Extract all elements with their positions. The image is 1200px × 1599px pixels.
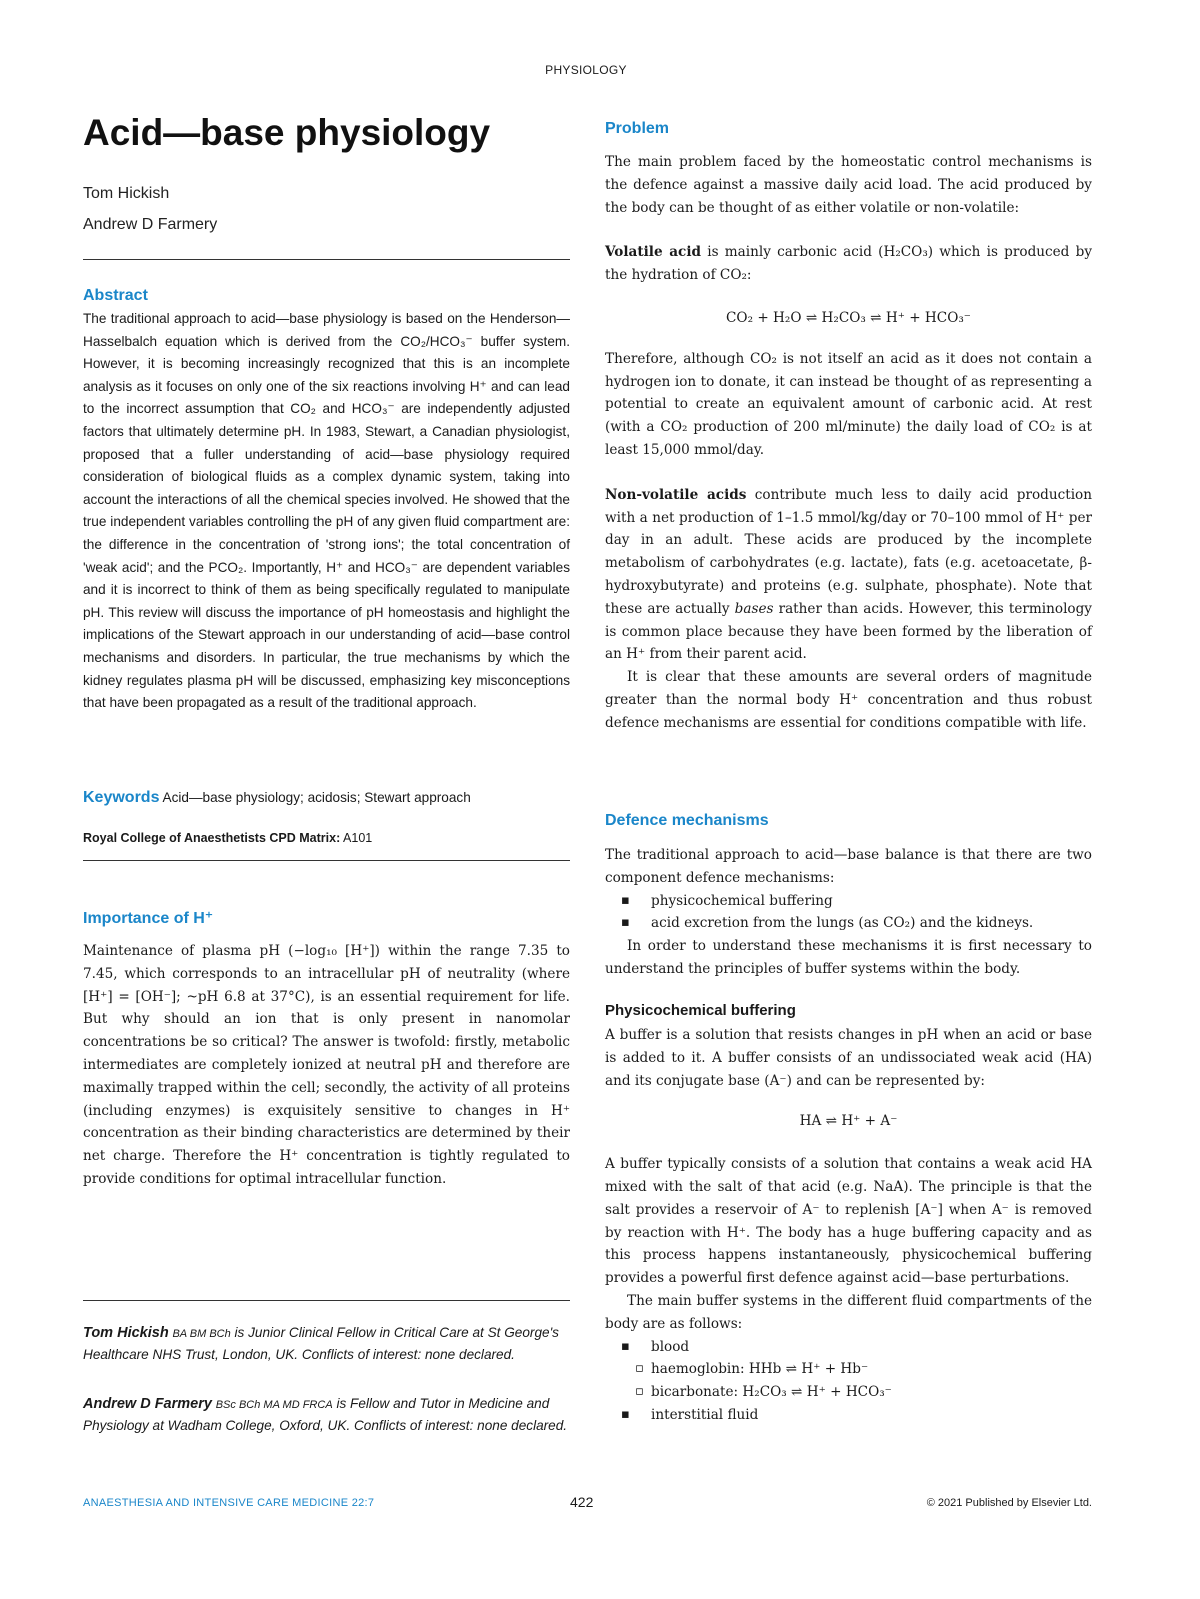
- nonvolatile-text-a: contribute much less to daily acid production with a net production of 1–1.5 mmol/kg/day or 70–100 mmol of H⁺ per day in an adult. These acids are produced by the incomplete metabolism of carbohydrates (e.g. lactate), fats (e.g. acetoacetate, β-hydroxybutyrate) and proteins (e.g. sulphate, phosphate). Note that these are actually: [605, 486, 1092, 617]
- problem-p3: It is clear that these amounts are several orders of magnitude greater than the normal body H⁺ concentration and thus robust defence mechanisms are essential for conditions compatible with life.: [605, 669, 1092, 731]
- keywords-text: Acid—base physiology; acidosis; Stewart approach: [162, 790, 471, 805]
- list-item: ▪ acid excretion from the lungs (as CO₂) and the kidneys.: [605, 912, 1092, 935]
- author-1: Tom Hickish: [83, 185, 170, 202]
- divider: [83, 860, 570, 861]
- footer-copyright: © 2021 Published by Elsevier Ltd.: [926, 1497, 1092, 1509]
- bases-word: bases: [734, 600, 774, 617]
- volatile-text: is mainly carbonic acid (H₂CO₃) which is produced by the hydration of CO₂:: [605, 244, 1092, 284]
- problem-heading: Problem: [605, 120, 670, 137]
- defence-heading: Defence mechanisms: [605, 812, 769, 829]
- bio-quals: BSc BCh MA MD FRCA: [215, 1399, 333, 1411]
- list-item: ▫ haemoglobin: HHb ⇌ H⁺ + Hb⁻: [605, 1358, 1092, 1381]
- keywords-line: [83, 789, 570, 807]
- keywords-label: Keywords: [83, 789, 160, 806]
- footer-journal: ANAESTHESIA AND INTENSIVE CARE MEDICINE 22:7: [83, 1497, 375, 1509]
- cpd-line: [83, 831, 570, 845]
- nonvolatile-paragraph: [605, 484, 1092, 666]
- cpd-label: Royal College of Anaesthetists CPD Matrix:: [83, 831, 341, 845]
- list-item: ▪ blood: [605, 1336, 1092, 1359]
- abstract-text: The traditional approach to acid—base physiology is based on the Henderson—Hasselbalch equation which is derived from the CO₂/HCO₃⁻ buffer system. However, it is becoming increasingly recognized that this is an incomplete analysis as it focuses on only one of the six reactions involving H⁺ and can lead to the incorrect assumption that CO₂ and HCO₃⁻ are independently adjusted factors that ultimately determine pH. In 1983, Stewart, a Canadian physiologist, proposed that a fuller understanding of acid—base physiology required consideration of biological fluids as a complex dynamic system, taking into account the interactions of all the chemical species involved. He showed that the true independent variables controlling the pH of any given fluid compartment are: the difference in the concentration of 'strong ions'; the total concentration of 'weak acid'; and the PCO₂. Importantly, H⁺ and HCO₃⁻ are dependent variables and it is incorrect to think of them as being specifically regulated to manipulate pH. This review will discuss the importance of pH homeostasis and highlight the implications of the Stewart approach in our understanding of acid—base control mechanisms and disorders. In particular, the true mechanisms by which the kidney regulates plasma pH will be discussed, emphasizing key misconceptions that have been propagated as a result of the traditional approach.: [83, 311, 570, 711]
- equation-buffer: HA ⇌ H⁺ + A⁻: [799, 1113, 898, 1130]
- author-2: Andrew D Farmery: [83, 216, 218, 233]
- list-item: ▪ physicochemical buffering: [605, 890, 1092, 913]
- page-number: 422: [570, 1494, 594, 1510]
- bio-name: Tom Hickish: [83, 1325, 169, 1341]
- equation-carbonic: CO₂ + H₂O ⇌ H₂CO₃ ⇌ H⁺ + HCO₃⁻: [726, 309, 971, 326]
- list-item: ▪ interstitial fluid: [605, 1404, 1092, 1427]
- buffering-p1: A buffer is a solution that resists changes in pH when an acid or base is added to it. A buffer consists of an undissociated weak acid (HA) and its conjugate base (A⁻) and can be represented by:: [605, 1027, 1092, 1089]
- divider: [83, 1300, 570, 1301]
- buffering-heading: Physicochemical buffering: [605, 1002, 796, 1019]
- bio-text: is Fellow and Tutor in Medicine and Physiology at Wadham College, Oxford, UK. Conflicts of interest: none declared.: [83, 1396, 568, 1433]
- buffering-p3: The main buffer systems in the different fluid compartments of the body are as follows:: [605, 1292, 1092, 1332]
- buffer-list-2: [605, 1404, 1092, 1427]
- defence-after: In order to understand these mechanisms it is first necessary to understand the principles of buffer systems within the body.: [605, 938, 1092, 977]
- volatile-paragraph: [605, 241, 1092, 287]
- defence-list: [605, 890, 1092, 936]
- divider: [83, 259, 570, 260]
- importance-heading: Importance of H⁺: [83, 910, 214, 927]
- article-title: Acid—base physiology: [83, 112, 491, 153]
- author-bio-1: [83, 1323, 570, 1365]
- bio-text: is Junior Clinical Fellow in Critical Care at St George's Healthcare NHS Trust, London, UK. Conflicts of interest: none declared.: [83, 1325, 559, 1362]
- cpd-value: A101: [343, 831, 373, 845]
- author-bio-2: [83, 1394, 570, 1436]
- buffering-p2: A buffer typically consists of a solution that contains a weak acid HA mixed with the salt of that acid (e.g. NaA). The principle is that the salt provides a reservoir of A⁻ to replenish [A⁻] when A⁻ is removed by reaction with H⁺. The body has a huge buffering capacity and as this process happens instantaneously, physicochemical buffering provides a powerful first defence against acid—base perturbations.: [605, 1156, 1092, 1287]
- volatile-term: Volatile acid: [605, 244, 701, 261]
- buffer-sublist: [605, 1358, 1092, 1404]
- defence-text: [605, 844, 1092, 981]
- list-item: ▫ bicarbonate: H₂CO₃ ⇌ H⁺ + HCO₃⁻: [605, 1381, 1092, 1404]
- nonvolatile-text-b: rather than acids. However, this terminology is common place because they have been formed by the liberation of an H⁺ from their parent acid.: [605, 600, 1092, 663]
- bio-quals: BA BM BCh: [172, 1328, 231, 1340]
- abstract-heading: Abstract: [83, 287, 148, 304]
- defence-intro: The traditional approach to acid—base balance is that there are two component defence mechanisms:: [605, 847, 1092, 886]
- running-header: PHYSIOLOGY: [545, 63, 627, 77]
- nonvolatile-term: Non-volatile acids: [605, 486, 747, 503]
- problem-p1: The main problem faced by the homeostatic control mechanisms is the defence against a massive daily acid load. The acid produced by the body can be thought of as either volatile or non-volatile:: [605, 154, 1092, 216]
- buffer-list: [605, 1336, 1092, 1359]
- bio-name: Andrew D Farmery: [83, 1396, 212, 1412]
- problem-p2: Therefore, although CO₂ is not itself an acid as it does not contain a hydrogen ion to donate, it can instead be thought of as representing a potential to create an equivalent amount of carbonic acid. At rest (with a CO₂ production of 200 ml/minute) the daily load of CO₂ is at least 15,000 mmol/day.: [605, 350, 1092, 458]
- importance-text: Maintenance of plasma pH (−log₁₀ [H⁺]) within the range 7.35 to 7.45, which corresponds to an intracellular pH of neutrality (where [H⁺] = [OH⁻]; ~pH 6.8 at 37°C), is an essential requirement for life. But why should an ion that is only present in nanomolar concentrations be so critical? The answer is twofold: firstly, metabolic intermediates are completely ionized at neutral pH and therefore are maximally trapped within the cell; secondly, the activity of all proteins (including enzymes) is exquisitely sensitive to changes in H⁺ concentration as their binding characteristics are determined by their net charge. Therefore the H⁺ concentration is tightly regulated to provide conditions for optimal intracellular function.: [83, 943, 570, 1187]
- problem-text: [605, 151, 1092, 735]
- buffering-text: [605, 1024, 1092, 1427]
